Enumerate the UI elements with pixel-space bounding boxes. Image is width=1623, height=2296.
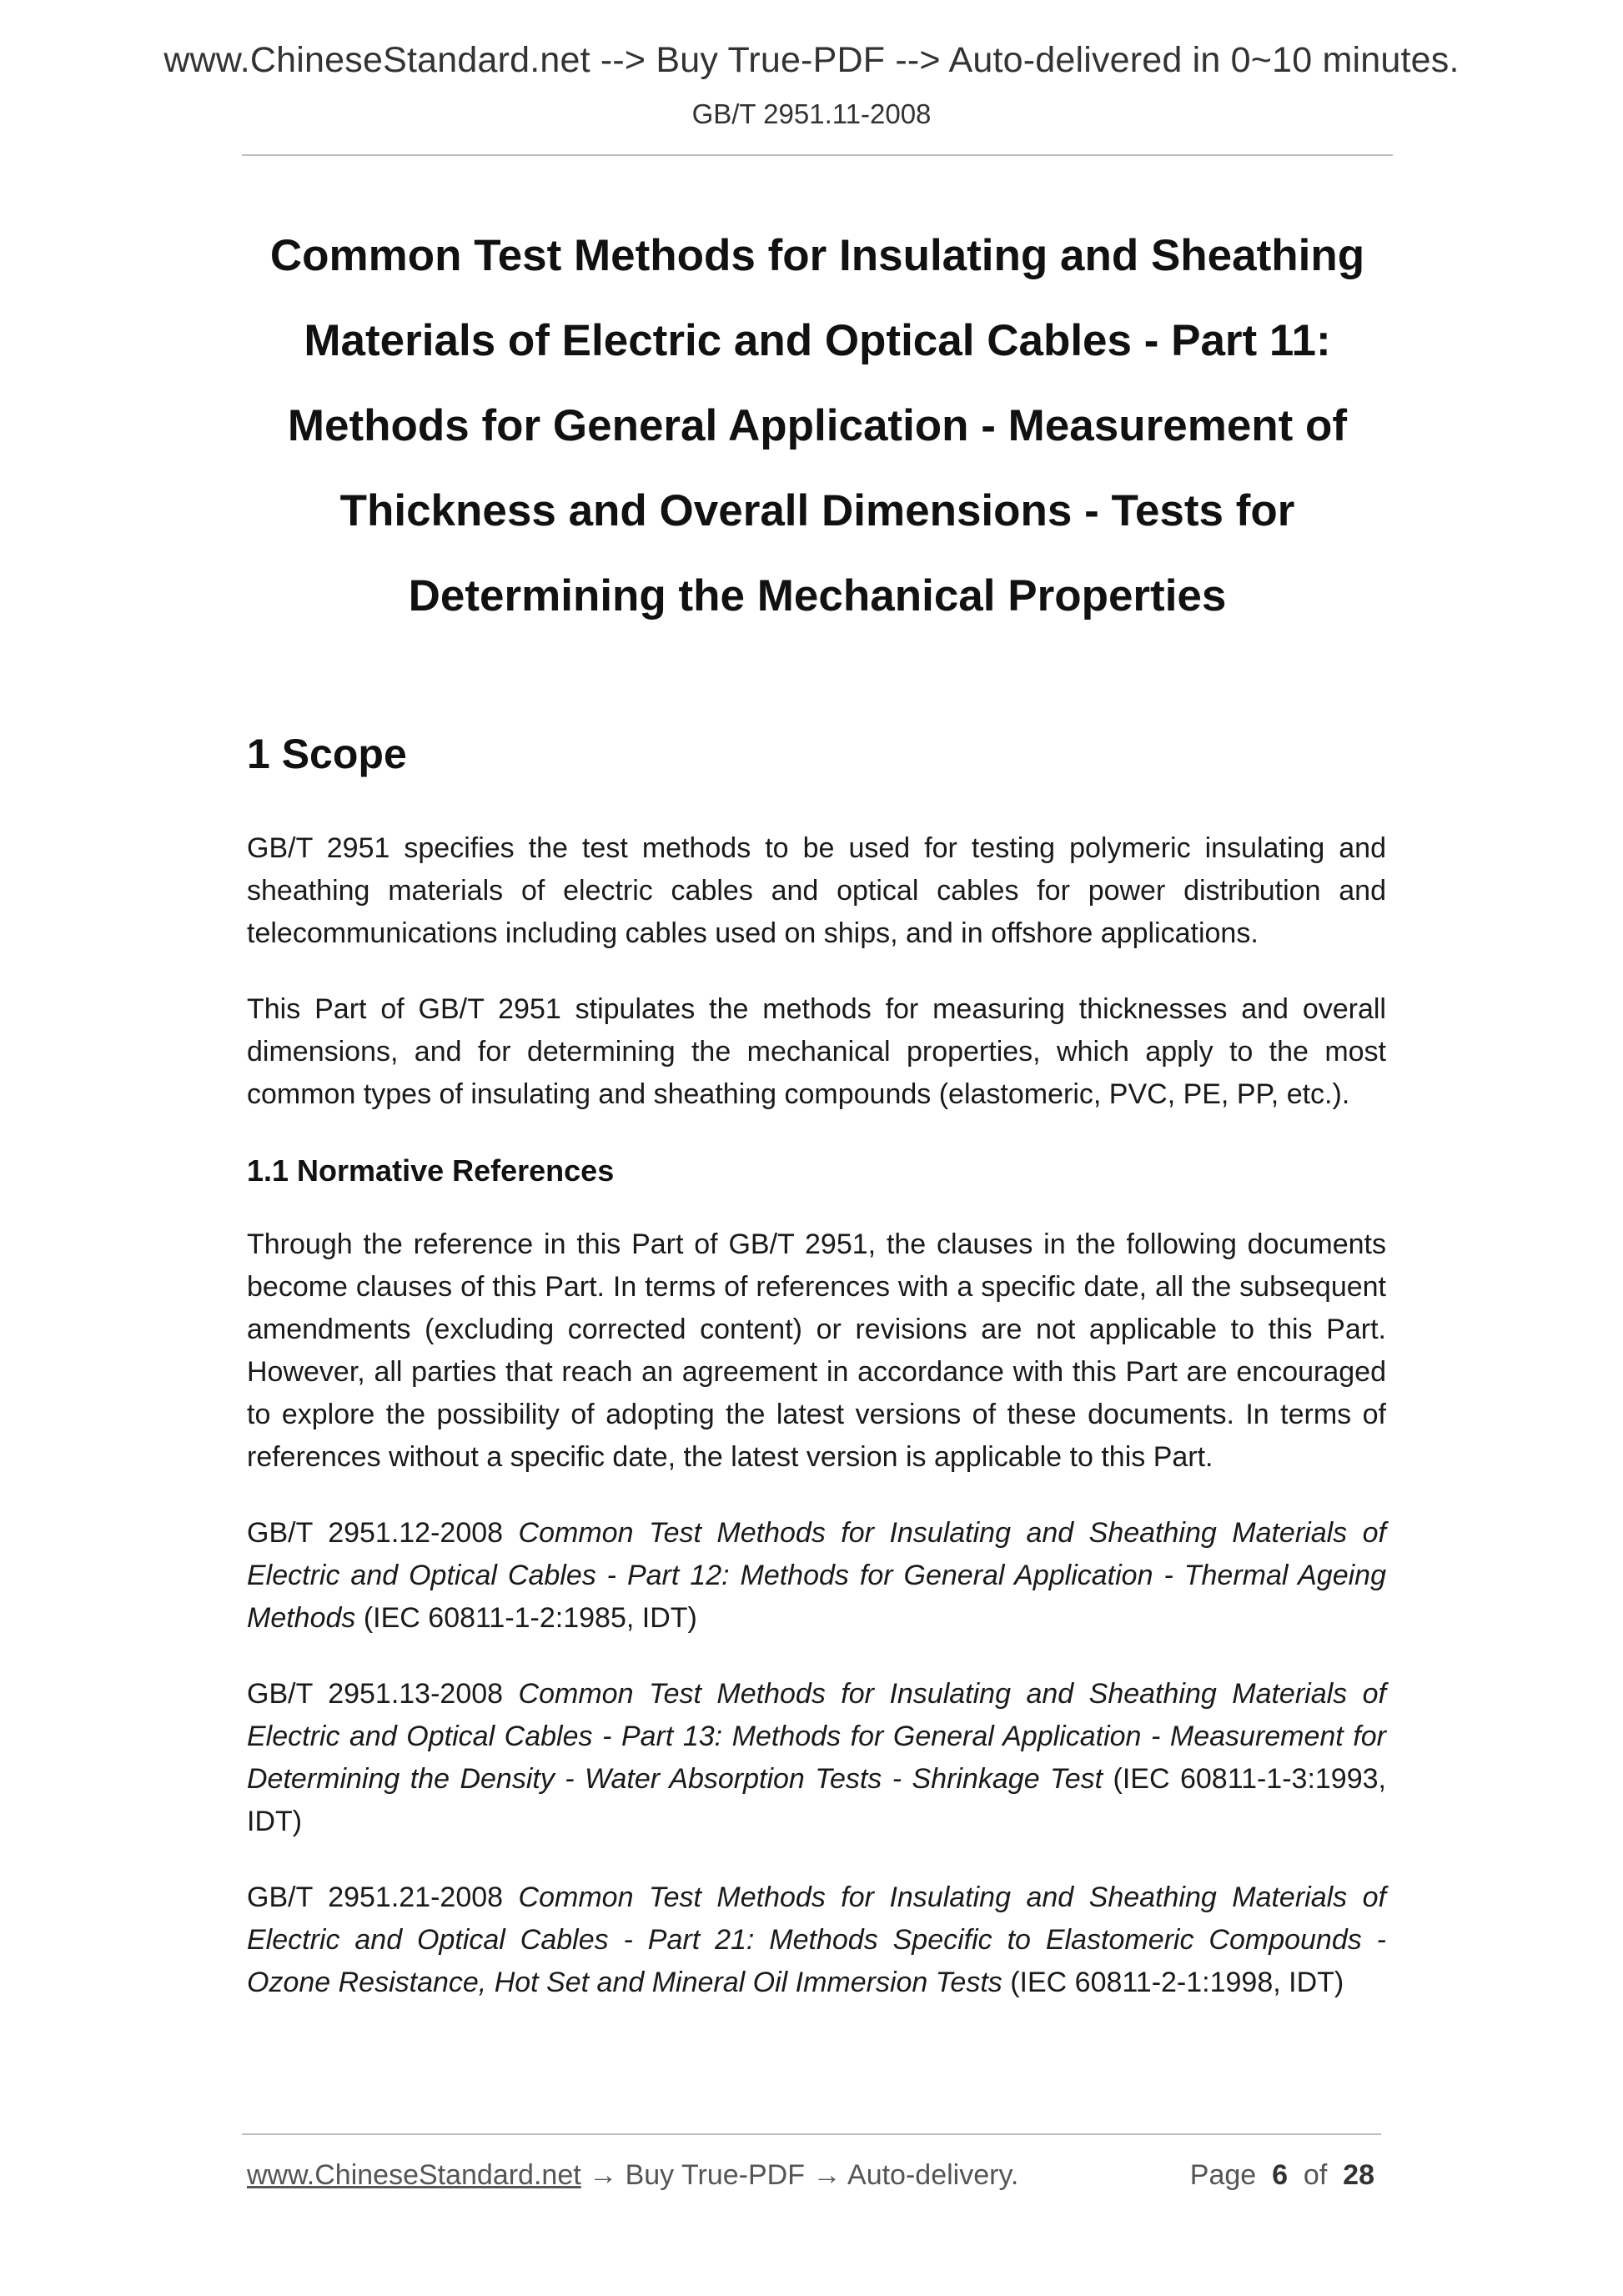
- page-number: [1190, 2157, 1374, 2193]
- section-heading-scope: 1 Scope: [247, 731, 407, 777]
- reference-item: [247, 1512, 1386, 1640]
- footer-buy-text: Buy True-PDF: [625, 2159, 805, 2191]
- reference-title: Common Test Methods for Insulating and Sheathing Materials of Electric and Optical Cables - Part 21: Methods Specific to Elastomeric Compounds - Ozone Resistance, Hot Set and Mineral Oil Immersion Tests: [247, 1882, 1387, 1998]
- footer-delivery-text: Auto-delivery.: [847, 2159, 1019, 2191]
- title-line: Methods for General Application - Measurement of: [287, 401, 1348, 450]
- title-line: Materials of Electric and Optical Cables - Part 11:: [304, 316, 1331, 365]
- document-body: [247, 727, 1386, 2037]
- reference-equivalence: (IEC 60811-1-3:1993, IDT): [247, 1763, 1386, 1837]
- footer-divider: [242, 2133, 1381, 2135]
- page-label: Page: [1189, 2159, 1257, 2191]
- reference-item: [247, 1876, 1386, 2004]
- title-line: Determining the Mechanical Properties: [408, 571, 1227, 620]
- reference-code: GB/T 2951.12-2008: [247, 1517, 504, 1549]
- reference-item: [247, 1673, 1386, 1843]
- reference-title: Common Test Methods for Insulating and Sheathing Materials of Electric and Optical Cables - Part 12: Methods for General Application - Thermal Ageing Methods: [247, 1517, 1387, 1634]
- page-total: 28: [1343, 2159, 1374, 2191]
- scope-paragraph-1: GB/T 2951 specifies the test methods to be used for testing polymeric insulating and sheathing materials of electric cables and optical cables for power distribution and telecommunications including cables used on ships, and in offshore applications.: [247, 832, 1386, 949]
- arrow-right-icon: →: [589, 2159, 618, 2191]
- reference-equivalence: (IEC 60811-2-1:1998, IDT): [1010, 1967, 1344, 1998]
- document-title: [217, 214, 1418, 639]
- reference-code: GB/T 2951.21-2008: [247, 1882, 504, 1913]
- footer-site-link[interactable]: www.ChineseStandard.net: [247, 2159, 581, 2191]
- standard-id: GB/T 2951.11-2008: [691, 98, 932, 129]
- reference-equivalence: (IEC 60811-1-2:1985, IDT): [363, 1602, 697, 1634]
- scope-paragraph-2: This Part of GB/T 2951 stipulates the methods for measuring thicknesses and overall dimensions, and for determining the mechanical properties, which apply to the most common types of insulating and sheathing compounds (elastomeric, PVC, PE, PP, etc.).: [247, 993, 1386, 1110]
- page-current: 6: [1272, 2159, 1288, 2191]
- section-heading-normative-references: 1.1 Normative References: [247, 1153, 615, 1188]
- header-divider: [242, 154, 1393, 156]
- title-line: Thickness and Overall Dimensions - Tests for: [339, 486, 1295, 535]
- of-label: of: [1303, 2159, 1328, 2191]
- footer-promo: [247, 2157, 1018, 2193]
- arrow-right-icon: →: [812, 2159, 842, 2191]
- normative-references-paragraph: Through the reference in this Part of GB/T 2951, the clauses in the following documents become clauses of this Part. In terms of references with a specific date, all the subsequent amendments (excluding corrected content) or revisions are not applicable to this Part. However, all parties that reach an agreement in accordance with this Part are encouraged to explore the possibility of adopting the latest versions of these documents. In terms of references without a specific date, the latest version is applicable to this Part.: [247, 1228, 1386, 1473]
- header-banner: www.ChineseStandard.net --> Buy True-PDF --> Auto-delivered in 0~10 minutes.: [163, 40, 1460, 80]
- title-line: Common Test Methods for Insulating and Sheathing: [269, 231, 1365, 280]
- reference-title: Common Test Methods for Insulating and Sheathing Materials of Electric and Optical Cables - Part 13: Methods for General Application - Measurement for Determining the Density - Water Absorption Tests - Shrinkage Test: [247, 1678, 1387, 1795]
- reference-code: GB/T 2951.13-2008: [247, 1678, 504, 1710]
